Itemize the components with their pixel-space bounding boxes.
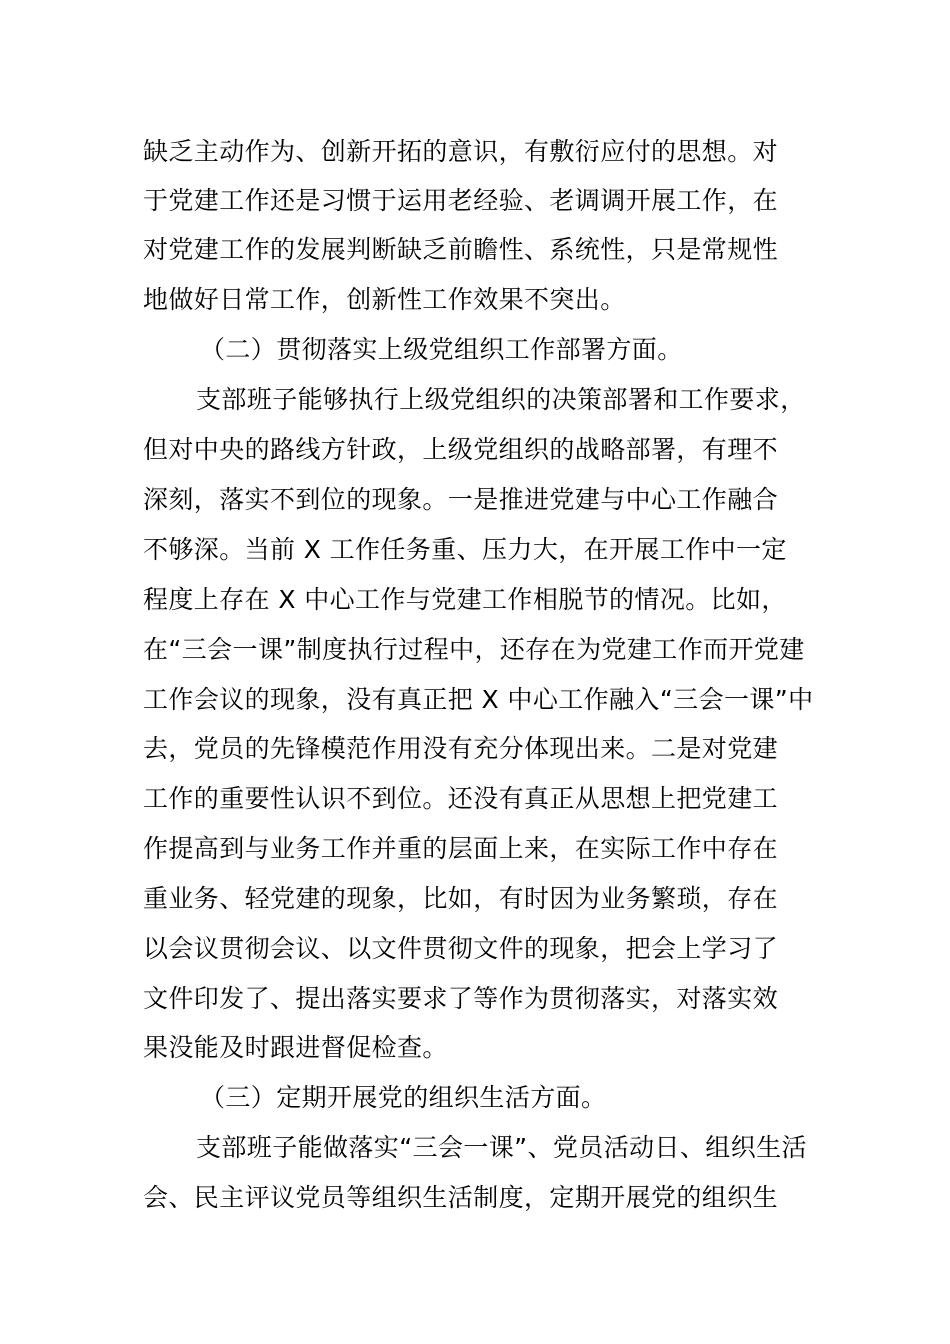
body-text-line: 去，党员的先锋模范作用没有充分体现出来。二是对党建 bbox=[143, 734, 779, 763]
body-text-line: 对党建工作的发展判断缺乏前瞻性、系统性，只是常规性 bbox=[143, 235, 779, 264]
body-text-line: 工作的重要性认识不到位。还没有真正从思想上把党建工 bbox=[143, 784, 779, 813]
body-text-line: 不够深。当前 X 工作任务重、压力大，在开展工作中一定 bbox=[143, 535, 787, 564]
section-heading: （二）贯彻落实上级党组织工作部署方面。 bbox=[200, 335, 683, 364]
body-text-line: 在“三会一课”制度执行过程中，还存在为党建工作而开党建 bbox=[143, 635, 805, 664]
body-text-line: 程度上存在 X 中心工作与党建工作相脱节的情况。比如， bbox=[143, 585, 787, 614]
body-text-line: 深刻，落实不到位的现象。一是推进党建与中心工作融合 bbox=[143, 485, 779, 514]
body-text-line: 于党建工作还是习惯于运用老经验、老调调开展工作，在 bbox=[143, 186, 779, 215]
paragraph-first-line: 支部班子能做落实“三会一课”、党员活动日、组织生活 bbox=[196, 1133, 807, 1162]
body-text-line: 但对中央的路线方针政，上级党组织的战略部署，有理不 bbox=[143, 435, 779, 464]
body-text-line: 重业务、轻党建的现象，比如，有时因为业务繁琐，存在 bbox=[143, 884, 779, 913]
paragraph-first-line: 支部班子能够执行上级党组织的决策部署和工作要求， bbox=[196, 385, 806, 414]
body-text-line: 文件印发了、提出落实要求了等作为贯彻落实，对落实效 bbox=[143, 984, 779, 1013]
body-text-line: 会、民主评议党员等组织生活制度，定期开展党的组织生 bbox=[143, 1183, 779, 1212]
body-text-line: 缺乏主动作为、创新开拓的意识，有敷衍应付的思想。对 bbox=[143, 137, 779, 166]
body-text-line: 果没能及时跟进督促检查。 bbox=[143, 1033, 448, 1062]
body-text-line: 作提高到与业务工作并重的层面上来，在实际工作中存在 bbox=[143, 834, 779, 863]
body-text-line: 以会议贯彻会议、以文件贯彻文件的现象，把会上学习了 bbox=[143, 934, 779, 963]
body-text-line: 地做好日常工作，创新性工作效果不突出。 bbox=[143, 285, 626, 314]
body-text-line: 工作会议的现象，没有真正把 X 中心工作融入“三会一课”中 bbox=[143, 685, 814, 714]
section-heading: （三）定期开展党的组织生活方面。 bbox=[200, 1083, 607, 1112]
